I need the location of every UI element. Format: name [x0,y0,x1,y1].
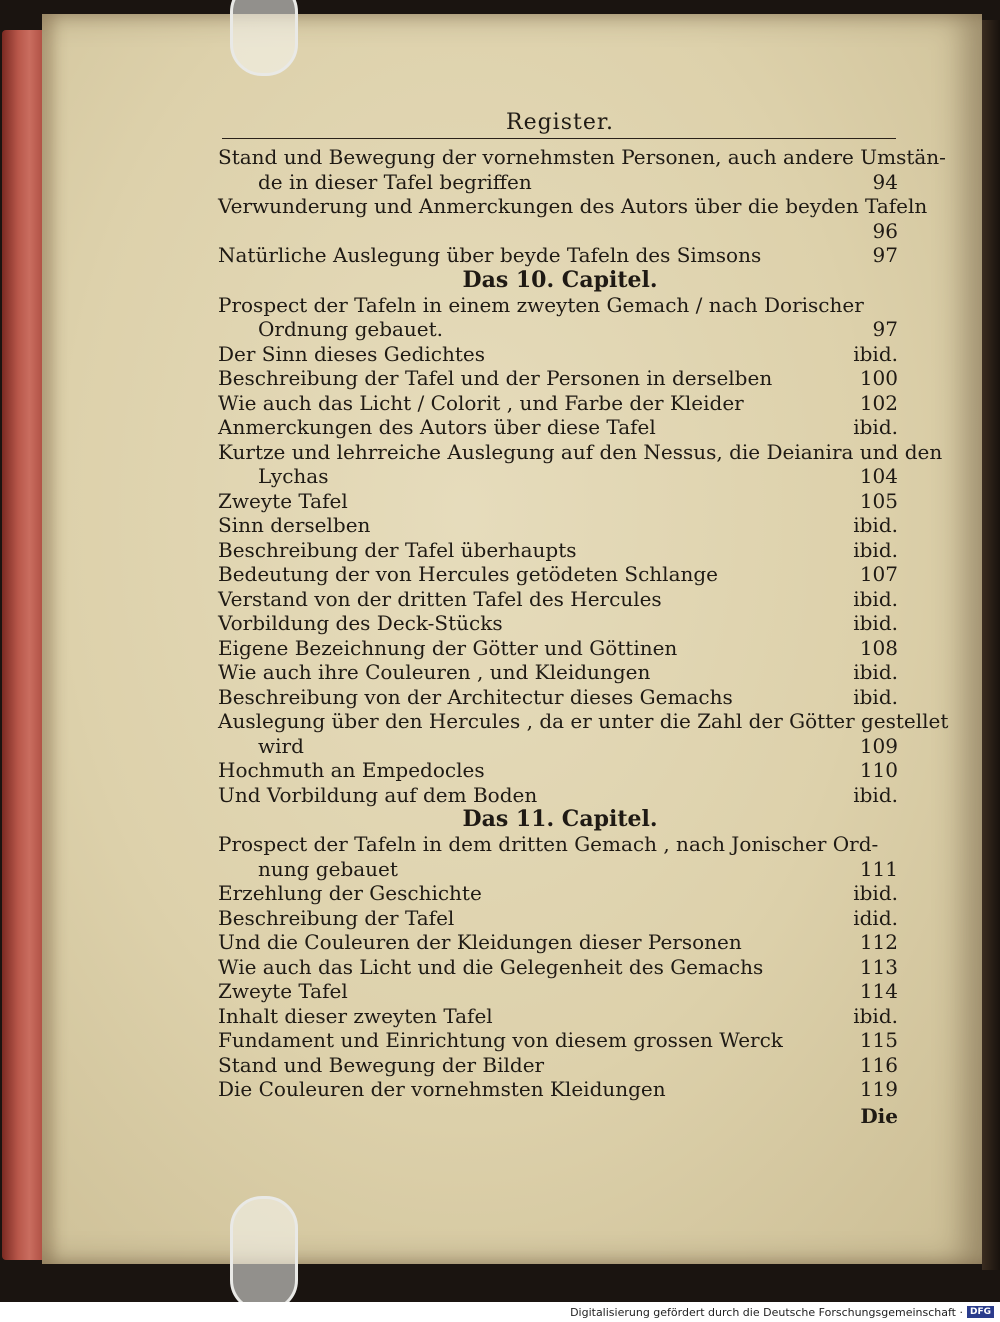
entry-page-number: ibid. [853,611,898,635]
register-entry [218,293,902,318]
register-entry [218,734,902,759]
entry-page-number: 97 [872,317,898,341]
register-entry [218,145,946,170]
running-head: Register. [506,110,614,135]
entry-page-number: 107 [859,562,898,586]
register-entry [218,1004,902,1029]
header-rule [222,138,896,139]
register-entry [218,513,902,538]
entry-text: Die Couleuren der vornehmsten Kleidungen [218,1077,666,1101]
entry-page-number: ibid. [853,782,898,807]
entry-text: Kurtze und lehrreiche Auslegung auf den Nessus, die Deianira und den [218,439,943,464]
register-entry [218,758,902,783]
register-entry [218,415,902,440]
entry-text: Verwunderung und Anmerckungen des Autors über die beyden Tafeln [218,194,928,218]
entry-text: Prospect der Tafeln in dem dritten Gemach , nach Jonischer Ord- [218,832,879,856]
catchword: Die [860,1103,898,1128]
entry-page-number: ibid. [853,513,898,537]
register-entry [218,243,902,268]
entry-text: Auslegung über den Hercules , da er unter die Zahl der Götter gestellet [218,709,949,733]
entry-page-number: 110 [859,758,898,782]
register-entry [218,881,902,906]
register-entry [218,685,902,710]
register-entry [218,1028,902,1053]
entry-text: Und die Couleuren der Kleidungen dieser Personen [218,930,742,954]
entry-text: Prospect der Tafeln in einem zweyten Gemach / nach Dorischer [218,292,864,317]
chapter-heading: Das 10. Capitel. [462,266,658,293]
register-entry [218,562,902,587]
register-entry [218,930,902,955]
entry-text: Inhalt dieser zweyten Tafel [218,1003,493,1028]
entry-text: Beschreibung der Tafel und der Personen in derselben [218,366,773,390]
entry-text: Verstand von der dritten Tafel des Hercules [218,586,662,611]
chapter-heading: Das 11. Capitel. [462,806,658,832]
entry-text: Erzehlung der Geschichte [218,881,482,905]
register-entry [218,979,902,1004]
entry-text: nung gebauet [258,856,398,881]
entry-text: Und Vorbildung auf dem Boden [218,782,538,807]
register-entry [218,489,902,514]
page-clip-top [230,0,298,76]
entry-text: Anmerckungen des Autors über diese Tafel [218,415,656,439]
entry-text: Sinn derselben [218,513,371,537]
register-entry [218,317,902,342]
entry-page-number: ibid. [853,881,898,905]
book-spine [982,20,1000,1270]
entry-page-number: 113 [859,954,898,979]
entry-page-number: idid. [853,905,898,930]
entry-text: de in dieser Tafel begriffen [258,169,532,194]
entry-text: Beschreibung von der Architectur dieses Gemachs [218,684,733,709]
entry-text: wird [258,733,304,758]
register-entry [218,709,949,734]
entry-page-number: ibid. [853,415,898,439]
entry-page-number: 94 [872,169,898,194]
entry-text: Wie auch das Licht / Colorit , und Farbe der Kleider [218,390,744,415]
register-entry [218,1077,902,1102]
page-clip-bottom [230,1196,298,1312]
register-entry [218,832,902,857]
footer-text: Digitalisierung gefördert durch die Deutsche Forschungsgemeinschaft · [570,1305,963,1319]
register-entry [218,636,902,661]
register-entry [218,660,902,685]
entry-text: Stand und Bewegung der Bilder [218,1052,545,1077]
digitization-footer [0,1302,1000,1322]
entry-text: Beschreibung der Tafel [218,905,455,930]
entry-page-number: 105 [859,488,898,513]
entry-text: Hochmuth an Empedocles [218,758,485,782]
entry-page-number: 111 [859,856,898,881]
register-entry [218,611,902,636]
entry-text: Wie auch das Licht und die Gelegenheit des Gemachs [218,954,764,979]
entry-text: Lychas [258,464,329,488]
entry-text: Natürliche Auslegung über beyde Tafeln des Simsons [218,243,762,267]
entry-page-number: 96 [872,218,898,243]
entry-page-number: 97 [872,243,898,267]
entry-text: Zweyte Tafel [218,979,348,1003]
entry-text: Vorbildung des Deck-Stücks [218,611,503,635]
entry-page-number: 114 [859,979,898,1003]
entry-page-number: 119 [859,1077,898,1101]
register-entry [218,464,902,489]
register-entry [218,439,943,465]
register-entry [218,906,902,931]
entry-text: Beschreibung der Tafel überhaupts [218,537,577,562]
register-entry [218,194,928,219]
entry-text: Eigene Bezeichnung der Götter und Göttinen [218,635,678,660]
register-entries [218,145,949,1102]
register-text [218,110,949,1130]
entry-page-number: 112 [859,930,898,954]
register-entry [218,857,902,882]
register-entry [218,1053,902,1078]
entry-text: Zweyte Tafel [218,488,348,513]
entry-page-number: 115 [859,1028,898,1052]
entry-page-number: ibid. [853,684,898,709]
register-entry [218,587,902,612]
entry-text: Ordnung gebauet. [258,317,444,341]
register-entry [218,219,902,244]
register-entry [218,342,902,367]
entry-page-number: ibid. [853,537,898,562]
entry-page-number: ibid. [853,341,898,366]
entry-page-number: ibid. [853,660,898,684]
entry-text: Bedeutung der von Hercules getödeten Schlange [218,562,719,586]
entry-page-number: 102 [859,390,898,415]
entry-text: Wie auch ihre Couleuren , und Kleidungen [218,660,651,684]
entry-page-number: 104 [859,464,898,488]
entry-page-number: 108 [859,635,898,660]
entry-text: Stand und Bewegung der vornehmsten Personen, auch andere Umstän- [218,145,946,169]
register-entry [218,538,902,563]
register-entry [218,366,902,391]
register-entry [218,391,902,416]
register-entry [218,783,902,808]
register-entry [218,955,902,980]
entry-page-number: ibid. [853,586,898,611]
entry-page-number: ibid. [853,1003,898,1028]
register-entry [218,170,902,195]
entry-text: Der Sinn dieses Gedichtes [218,341,485,366]
entry-page-number: 100 [859,366,898,390]
dfg-logo: DFG [967,1306,994,1318]
entry-text: Fundament und Einrichtung von diesem grossen Werck [218,1028,783,1052]
entry-page-number: 116 [859,1052,898,1077]
entry-page-number: 109 [859,733,898,758]
